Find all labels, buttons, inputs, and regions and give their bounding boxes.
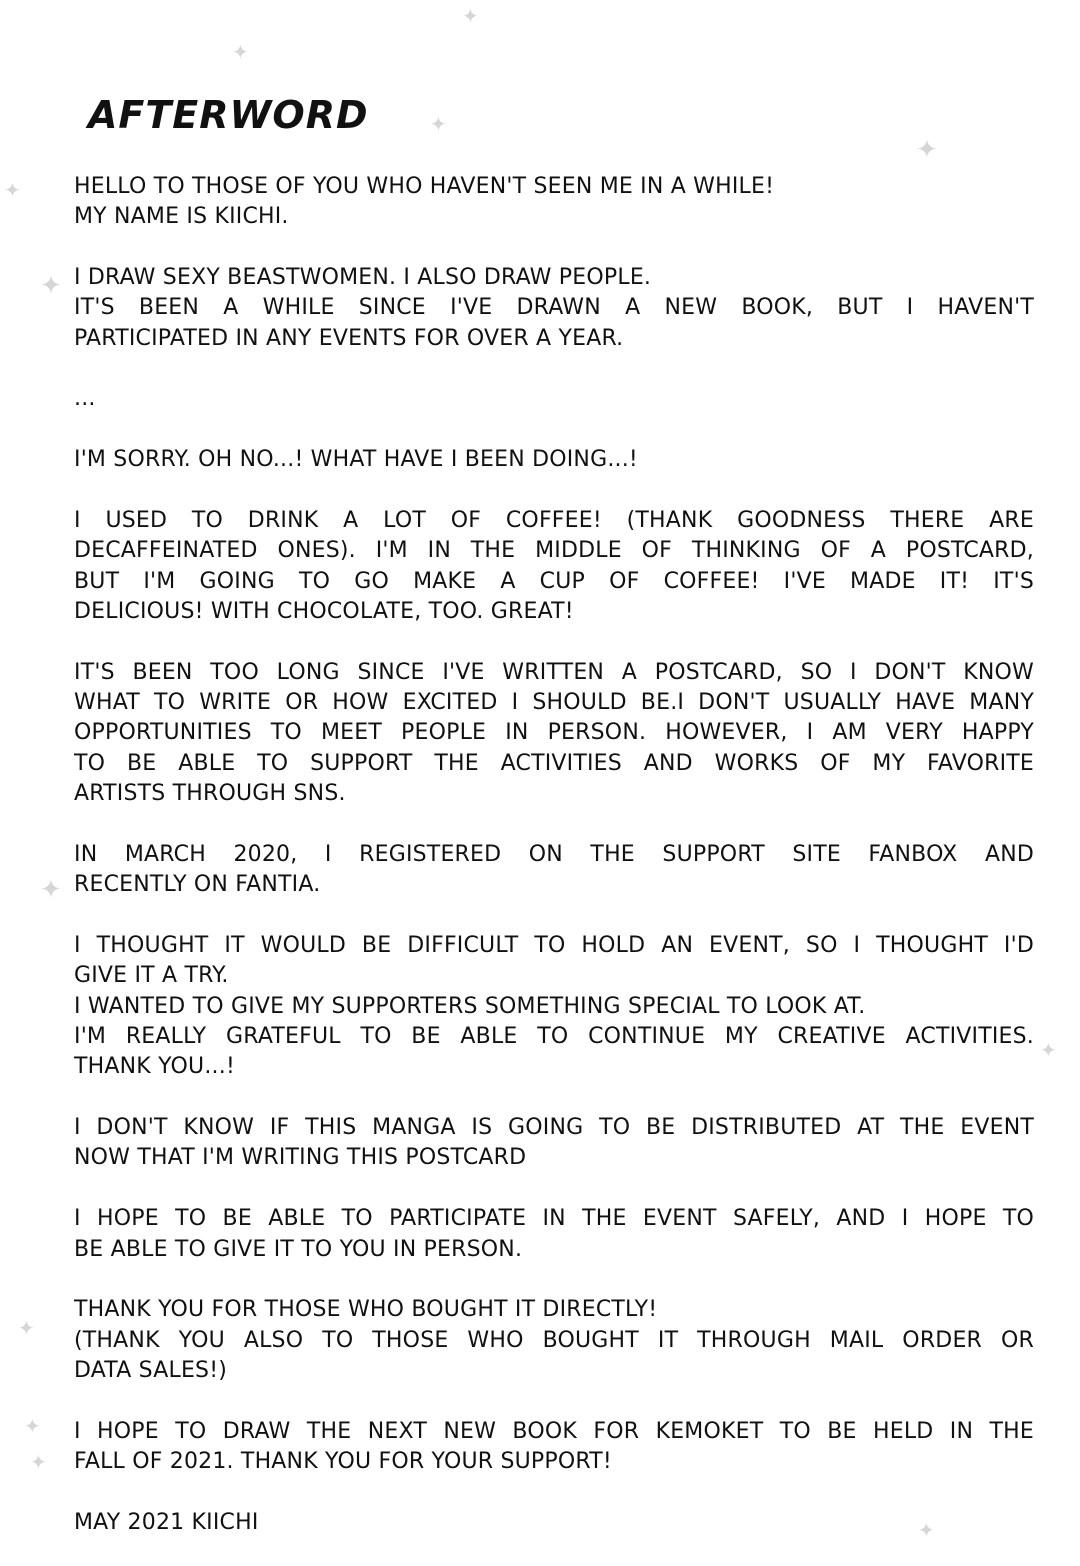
text-line: I DRAW SEXY BEASTWOMEN. I ALSO DRAW PEOPLE. [74, 265, 652, 290]
star-decoration: ✦ [40, 875, 62, 905]
text-line: THANK YOU...! [74, 1054, 235, 1079]
text-line: GIVE IT A TRY. [74, 963, 229, 988]
text-line: WHAT TO WRITE OR HOW EXCITED I SHOULD BE.I DON'T USUALLY HAVE MANY [74, 690, 1034, 715]
text-line: I'M SORRY. OH NO...! WHAT HAVE I BEEN DOING...! [74, 447, 638, 472]
signature-line: MAY 2021 KIICHI [74, 1510, 259, 1535]
star-decoration: ✦ [4, 178, 21, 202]
text-line: RECENTLY ON FANTIA. [74, 872, 321, 897]
star-decoration: ✦ [430, 112, 447, 136]
text-line: IT'S BEEN A WHILE SINCE I'VE DRAWN A NEW BOOK, BUT I HAVEN'T [74, 295, 1034, 320]
text-line: DATA SALES!) [74, 1358, 228, 1383]
text-line: DELICIOUS! WITH CHOCOLATE, TOO. GREAT! [74, 599, 574, 624]
text-line: I THOUGHT IT WOULD BE DIFFICULT TO HOLD AN EVENT, SO I THOUGHT I'D [74, 933, 1034, 958]
star-decoration: ✦ [40, 271, 62, 301]
text-line: DECAFFEINATED ONES). I'M IN THE MIDDLE OF THINKING OF A POSTCARD, [74, 538, 1034, 563]
star-decoration: ✦ [1040, 1038, 1057, 1062]
text-line: IN MARCH 2020, I REGISTERED ON THE SUPPORT SITE FANBOX AND [74, 842, 1034, 867]
star-decoration: ✦ [918, 1518, 935, 1542]
text-line: I HOPE TO DRAW THE NEXT NEW BOOK FOR KEMOKET TO BE HELD IN THE [74, 1419, 1034, 1444]
text-line: IT'S BEEN TOO LONG SINCE I'VE WRITTEN A POSTCARD, SO I DON'T KNOW [74, 660, 1034, 685]
page-title: AFTERWORD [88, 93, 369, 137]
text-line: I WANTED TO GIVE MY SUPPORTERS SOMETHING SPECIAL TO LOOK AT. [74, 994, 866, 1019]
text-line: I USED TO DRINK A LOT OF COFFEE! (THANK GOODNESS THERE ARE [74, 508, 1034, 533]
star-decoration: ✦ [916, 135, 938, 165]
text-line: PARTICIPATED IN ANY EVENTS FOR OVER A YEAR. [74, 326, 624, 351]
text-line: I HOPE TO BE ABLE TO PARTICIPATE IN THE EVENT SAFELY, AND I HOPE TO [74, 1206, 1034, 1231]
text-line: FALL OF 2021. THANK YOU FOR YOUR SUPPORT! [74, 1449, 612, 1474]
text-line: THANK YOU FOR THOSE WHO BOUGHT IT DIRECTLY! [74, 1297, 658, 1322]
text-line: OPPORTUNITIES TO MEET PEOPLE IN PERSON. HOWEVER, I AM VERY HAPPY [74, 720, 1034, 745]
star-decoration: ✦ [232, 40, 249, 64]
text-line: MY NAME IS KIICHI. [74, 204, 289, 229]
text-line: BUT I'M GOING TO GO MAKE A CUP OF COFFEE! I'VE MADE IT! IT'S [74, 569, 1034, 594]
star-decoration: ✦ [24, 1414, 41, 1438]
text-line: ... [74, 386, 96, 411]
text-line: NOW THAT I'M WRITING THIS POSTCARD [74, 1145, 527, 1170]
text-line: TO BE ABLE TO SUPPORT THE ACTIVITIES AND WORKS OF MY FAVORITE [74, 751, 1034, 776]
star-decoration: ✦ [30, 1450, 47, 1474]
star-decoration: ✦ [462, 4, 479, 28]
text-line: BE ABLE TO GIVE IT TO YOU IN PERSON. [74, 1237, 523, 1262]
text-line: ARTISTS THROUGH SNS. [74, 781, 346, 806]
text-line: I DON'T KNOW IF THIS MANGA IS GOING TO BE DISTRIBUTED AT THE EVENT [74, 1115, 1034, 1140]
text-line: HELLO TO THOSE OF YOU WHO HAVEN'T SEEN ME IN A WHILE! [74, 174, 775, 199]
text-line: (THANK YOU ALSO TO THOSE WHO BOUGHT IT THROUGH MAIL ORDER OR [74, 1328, 1034, 1353]
star-decoration: ✦ [18, 1316, 35, 1340]
text-line: I'M REALLY GRATEFUL TO BE ABLE TO CONTINUE MY CREATIVE ACTIVITIES. [74, 1024, 1034, 1049]
